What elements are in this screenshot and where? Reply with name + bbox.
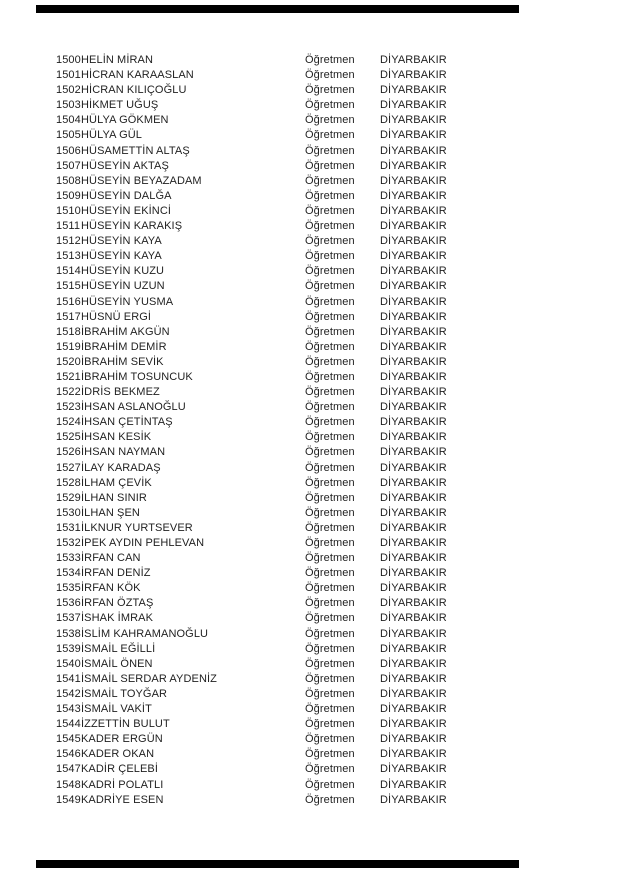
- row-name: İBRAHİM SEVİK: [81, 355, 164, 368]
- row-title: Öğretmen: [305, 144, 355, 157]
- row-name: KADRİ POLATLI: [81, 778, 164, 791]
- table-row: [56, 672, 620, 687]
- row-number: 1544: [56, 718, 81, 731]
- table-row: [56, 793, 620, 808]
- top-redaction-bar: [36, 5, 519, 13]
- row-name: HİKMET UĞUŞ: [81, 99, 159, 112]
- row-province: DİYARBAKIR: [380, 370, 447, 383]
- table-row: [56, 596, 620, 611]
- row-province: DİYARBAKIR: [380, 99, 447, 112]
- table-row: [56, 430, 620, 445]
- row-number: 1536: [56, 597, 81, 610]
- row-title: Öğretmen: [305, 386, 355, 399]
- row-number: 1504: [56, 114, 81, 127]
- row-name: İZZETTİN BULUT: [81, 718, 170, 731]
- table-row: [56, 83, 620, 98]
- row-province: DİYARBAKIR: [380, 703, 447, 716]
- row-title: Öğretmen: [305, 521, 355, 534]
- table-row: [56, 536, 620, 551]
- row-title: Öğretmen: [305, 129, 355, 142]
- table-row: [56, 174, 620, 189]
- row-province: DİYARBAKIR: [380, 416, 447, 429]
- row-province: DİYARBAKIR: [380, 431, 447, 444]
- row-number: 1505: [56, 129, 81, 142]
- row-name: HÜLYA GÖKMEN: [81, 114, 169, 127]
- row-number: 1503: [56, 99, 81, 112]
- table-row: [56, 627, 620, 642]
- row-name: HÜSEYİN BEYAZADAM: [81, 174, 202, 187]
- table-row: [56, 717, 620, 732]
- row-name: İRFAN DENİZ: [81, 567, 151, 580]
- table-row: [56, 204, 620, 219]
- table-row: [56, 476, 620, 491]
- row-title: Öğretmen: [305, 235, 355, 248]
- row-name: KADER OKAN: [81, 748, 155, 761]
- row-name: KADİR ÇELEBİ: [81, 763, 159, 776]
- table-row: [56, 370, 620, 385]
- row-number: 1547: [56, 763, 81, 776]
- row-province: DİYARBAKIR: [380, 778, 447, 791]
- row-number: 1530: [56, 506, 81, 519]
- row-title: Öğretmen: [305, 446, 355, 459]
- row-province: DİYARBAKIR: [380, 114, 447, 127]
- table-row: [56, 415, 620, 430]
- table-row: [56, 551, 620, 566]
- table-row: [56, 521, 620, 536]
- table-row: [56, 264, 620, 279]
- row-title: Öğretmen: [305, 174, 355, 187]
- row-province: DİYARBAKIR: [380, 582, 447, 595]
- row-name: İRFAN ÖZTAŞ: [81, 597, 154, 610]
- table-row: [56, 778, 620, 793]
- row-number: 1521: [56, 370, 81, 383]
- table-row: [56, 310, 620, 325]
- row-number: 1542: [56, 687, 81, 700]
- row-province: DİYARBAKIR: [380, 672, 447, 685]
- row-name: İLHAN SINIR: [81, 491, 147, 504]
- row-title: Öğretmen: [305, 537, 355, 549]
- row-name: İBRAHİM DEMİR: [81, 340, 167, 353]
- bottom-redaction-bar: [36, 860, 519, 868]
- row-name: İDRİS BEKMEZ: [81, 386, 160, 399]
- table-row: [56, 687, 620, 702]
- row-province: DİYARBAKIR: [380, 612, 447, 625]
- row-title: Öğretmen: [305, 748, 355, 761]
- row-province: DİYARBAKIR: [380, 687, 447, 700]
- row-title: Öğretmen: [305, 567, 355, 580]
- row-name: HÜSEYİN DALĞA: [81, 189, 172, 202]
- row-number: 1546: [56, 748, 81, 761]
- row-number: 1532: [56, 537, 81, 549]
- row-number: 1549: [56, 793, 81, 806]
- row-province: DİYARBAKIR: [380, 657, 447, 670]
- row-title: Öğretmen: [305, 461, 355, 474]
- row-province: DİYARBAKIR: [380, 54, 447, 66]
- row-name: HÜSEYİN AKTAŞ: [81, 159, 169, 172]
- table-row: [56, 445, 620, 460]
- row-title: Öğretmen: [305, 250, 355, 263]
- row-name: HÜSNÜ ERGİ: [81, 310, 152, 323]
- row-province: DİYARBAKIR: [380, 235, 447, 248]
- row-title: Öğretmen: [305, 401, 355, 414]
- row-name: İLAY KARADAŞ: [81, 461, 161, 474]
- row-title: Öğretmen: [305, 657, 355, 670]
- row-number: 1523: [56, 401, 81, 414]
- row-number: 1537: [56, 612, 81, 625]
- row-name: İSMAİL SERDAR AYDENİZ: [81, 672, 217, 685]
- table-row: [56, 506, 620, 521]
- row-title: Öğretmen: [305, 597, 355, 610]
- row-number: 1540: [56, 657, 81, 670]
- row-province: DİYARBAKIR: [380, 733, 447, 746]
- row-name: İHSAN ASLANOĞLU: [81, 401, 186, 414]
- row-province: DİYARBAKIR: [380, 280, 447, 293]
- row-name: HÜSEYİN UZUN: [81, 280, 165, 293]
- table-row: [56, 461, 620, 476]
- row-number: 1528: [56, 476, 81, 489]
- row-number: 1506: [56, 144, 81, 157]
- row-title: Öğretmen: [305, 265, 355, 278]
- row-title: Öğretmen: [305, 612, 355, 625]
- row-province: DİYARBAKIR: [380, 763, 447, 776]
- row-province: DİYARBAKIR: [380, 220, 447, 233]
- table-row: [56, 566, 620, 581]
- row-province: DİYARBAKIR: [380, 129, 447, 142]
- row-province: DİYARBAKIR: [380, 552, 447, 565]
- row-province: DİYARBAKIR: [380, 295, 447, 308]
- row-title: Öğretmen: [305, 99, 355, 112]
- table-row: [56, 385, 620, 400]
- row-name: HÜSEYİN EKİNCİ: [81, 204, 172, 217]
- row-name: İPEK AYDIN PEHLEVAN: [81, 537, 205, 549]
- row-province: DİYARBAKIR: [380, 567, 447, 580]
- row-title: Öğretmen: [305, 642, 355, 655]
- row-number: 1501: [56, 69, 81, 82]
- row-province: DİYARBAKIR: [380, 159, 447, 172]
- row-number: 1527: [56, 461, 81, 474]
- table-row: [56, 491, 620, 506]
- row-title: Öğretmen: [305, 310, 355, 323]
- row-title: Öğretmen: [305, 627, 355, 640]
- row-province: DİYARBAKIR: [380, 461, 447, 474]
- table-row: [56, 219, 620, 234]
- row-number: 1543: [56, 703, 81, 716]
- table-row: [56, 657, 620, 672]
- row-province: DİYARBAKIR: [380, 189, 447, 202]
- row-province: DİYARBAKIR: [380, 627, 447, 640]
- row-name: İLKNUR YURTSEVER: [81, 521, 193, 534]
- table-row: [56, 762, 620, 777]
- table-row: [56, 642, 620, 657]
- row-number: 1520: [56, 355, 81, 368]
- row-name: İBRAHİM TOSUNCUK: [81, 370, 193, 383]
- row-number: 1548: [56, 778, 81, 791]
- row-title: Öğretmen: [305, 84, 355, 97]
- row-name: HÜSEYİN KAYA: [81, 250, 162, 263]
- table-row: [56, 340, 620, 355]
- row-number: 1514: [56, 265, 81, 278]
- row-title: Öğretmen: [305, 718, 355, 731]
- row-title: Öğretmen: [305, 506, 355, 519]
- row-title: Öğretmen: [305, 703, 355, 716]
- row-title: Öğretmen: [305, 763, 355, 776]
- table-row: [56, 234, 620, 249]
- row-title: Öğretmen: [305, 416, 355, 429]
- row-province: DİYARBAKIR: [380, 597, 447, 610]
- table-row: [56, 355, 620, 370]
- row-number: 1508: [56, 174, 81, 187]
- row-province: DİYARBAKIR: [380, 793, 447, 806]
- row-number: 1526: [56, 446, 81, 459]
- row-province: DİYARBAKIR: [380, 386, 447, 399]
- row-number: 1531: [56, 521, 81, 534]
- row-province: DİYARBAKIR: [380, 144, 447, 157]
- row-title: Öğretmen: [305, 189, 355, 202]
- row-number: 1512: [56, 235, 81, 248]
- row-name: İRFAN CAN: [81, 552, 141, 565]
- table-row: [56, 325, 620, 340]
- row-name: İSMAİL VAKİT: [81, 703, 152, 716]
- row-number: 1517: [56, 310, 81, 323]
- row-province: DİYARBAKIR: [380, 642, 447, 655]
- table-row: [56, 279, 620, 294]
- row-name: İHSAN ÇETİNTAŞ: [81, 416, 173, 429]
- row-number: 1518: [56, 325, 81, 338]
- row-province: DİYARBAKIR: [380, 265, 447, 278]
- row-province: DİYARBAKIR: [380, 401, 447, 414]
- row-title: Öğretmen: [305, 431, 355, 444]
- table-row: [56, 400, 620, 415]
- row-number: 1522: [56, 386, 81, 399]
- row-title: Öğretmen: [305, 220, 355, 233]
- row-title: Öğretmen: [305, 687, 355, 700]
- row-title: Öğretmen: [305, 672, 355, 685]
- row-province: DİYARBAKIR: [380, 748, 447, 761]
- row-number: 1541: [56, 672, 81, 685]
- row-province: DİYARBAKIR: [380, 446, 447, 459]
- row-name: İBRAHİM AKGÜN: [81, 325, 170, 338]
- row-province: DİYARBAKIR: [380, 521, 447, 534]
- table-row: [56, 159, 620, 174]
- row-name: İSHAK İMRAK: [81, 612, 154, 625]
- table-row: [56, 249, 620, 264]
- table-row: [56, 128, 620, 143]
- row-province: DİYARBAKIR: [380, 355, 447, 368]
- row-name: İHSAN NAYMAN: [81, 446, 166, 459]
- row-province: DİYARBAKIR: [380, 506, 447, 519]
- row-name: KADRİYE ESEN: [81, 793, 164, 806]
- row-title: Öğretmen: [305, 295, 355, 308]
- row-number: 1519: [56, 340, 81, 353]
- row-province: DİYARBAKIR: [380, 537, 447, 549]
- row-name: HÜSEYİN KUZU: [81, 265, 165, 278]
- row-number: 1534: [56, 567, 81, 580]
- table-row: [56, 98, 620, 113]
- table-row: [56, 144, 620, 159]
- row-province: DİYARBAKIR: [380, 250, 447, 263]
- row-name: HİCRAN KARAASLAN: [81, 69, 194, 82]
- row-title: Öğretmen: [305, 778, 355, 791]
- row-name: İSMAİL ÖNEN: [81, 657, 153, 670]
- row-name: HİCRAN KILIÇOĞLU: [81, 84, 187, 97]
- row-number: 1538: [56, 627, 81, 640]
- row-number: 1509: [56, 189, 81, 202]
- row-title: Öğretmen: [305, 69, 355, 82]
- row-number: 1535: [56, 582, 81, 595]
- row-province: DİYARBAKIR: [380, 204, 447, 217]
- row-title: Öğretmen: [305, 54, 355, 66]
- row-title: Öğretmen: [305, 325, 355, 338]
- row-number: 1513: [56, 250, 81, 263]
- row-title: Öğretmen: [305, 159, 355, 172]
- row-province: DİYARBAKIR: [380, 476, 447, 489]
- row-name: HÜSEYİN YUSMA: [81, 295, 174, 308]
- row-number: 1507: [56, 159, 81, 172]
- row-province: DİYARBAKIR: [380, 174, 447, 187]
- row-number: 1525: [56, 431, 81, 444]
- row-title: Öğretmen: [305, 552, 355, 565]
- row-number: 1545: [56, 733, 81, 746]
- row-name: HÜSEYİN KAYA: [81, 235, 162, 248]
- row-number: 1516: [56, 295, 81, 308]
- row-province: DİYARBAKIR: [380, 718, 447, 731]
- row-name: İLHAN ŞEN: [81, 506, 140, 519]
- row-province: DİYARBAKIR: [380, 310, 447, 323]
- row-province: DİYARBAKIR: [380, 84, 447, 97]
- row-province: DİYARBAKIR: [380, 491, 447, 504]
- row-name: HELİN MİRAN: [81, 54, 153, 66]
- table-row: [56, 732, 620, 747]
- row-title: Öğretmen: [305, 582, 355, 595]
- teacher-list: [56, 53, 620, 808]
- row-province: DİYARBAKIR: [380, 325, 447, 338]
- table-row: [56, 189, 620, 204]
- row-name: İHSAN KESİK: [81, 431, 152, 444]
- row-name: HÜSAMETTİN ALTAŞ: [81, 144, 190, 157]
- row-number: 1502: [56, 84, 81, 97]
- row-title: Öğretmen: [305, 793, 355, 806]
- row-name: İSMAİL TOYĞAR: [81, 687, 168, 700]
- row-number: 1511: [56, 220, 81, 233]
- row-name: KADER ERGÜN: [81, 733, 163, 746]
- table-row: [56, 611, 620, 626]
- row-title: Öğretmen: [305, 491, 355, 504]
- table-row: [56, 747, 620, 762]
- row-number: 1529: [56, 491, 81, 504]
- row-name: HÜSEYİN KARAKIŞ: [81, 220, 183, 233]
- row-title: Öğretmen: [305, 340, 355, 353]
- table-row: [56, 53, 620, 68]
- table-row: [56, 295, 620, 310]
- row-title: Öğretmen: [305, 355, 355, 368]
- row-title: Öğretmen: [305, 370, 355, 383]
- row-number: 1510: [56, 204, 81, 217]
- row-title: Öğretmen: [305, 204, 355, 217]
- row-name: İRFAN KÖK: [81, 582, 141, 595]
- row-title: Öğretmen: [305, 476, 355, 489]
- row-number: 1500: [56, 54, 81, 66]
- row-province: DİYARBAKIR: [380, 340, 447, 353]
- row-number: 1533: [56, 552, 81, 565]
- row-name: İLHAM ÇEVİK: [81, 476, 152, 489]
- row-title: Öğretmen: [305, 280, 355, 293]
- row-name: İSLİM KAHRAMANOĞLU: [81, 627, 209, 640]
- row-number: 1539: [56, 642, 81, 655]
- row-number: 1524: [56, 416, 81, 429]
- table-row: [56, 113, 620, 128]
- row-province: DİYARBAKIR: [380, 69, 447, 82]
- table-row: [56, 68, 620, 83]
- row-number: 1515: [56, 280, 81, 293]
- row-title: Öğretmen: [305, 114, 355, 127]
- row-title: Öğretmen: [305, 733, 355, 746]
- table-row: [56, 702, 620, 717]
- table-row: [56, 581, 620, 596]
- row-name: HÜLYA GÜL: [81, 129, 143, 142]
- row-name: İSMAİL EĞİLLİ: [81, 642, 156, 655]
